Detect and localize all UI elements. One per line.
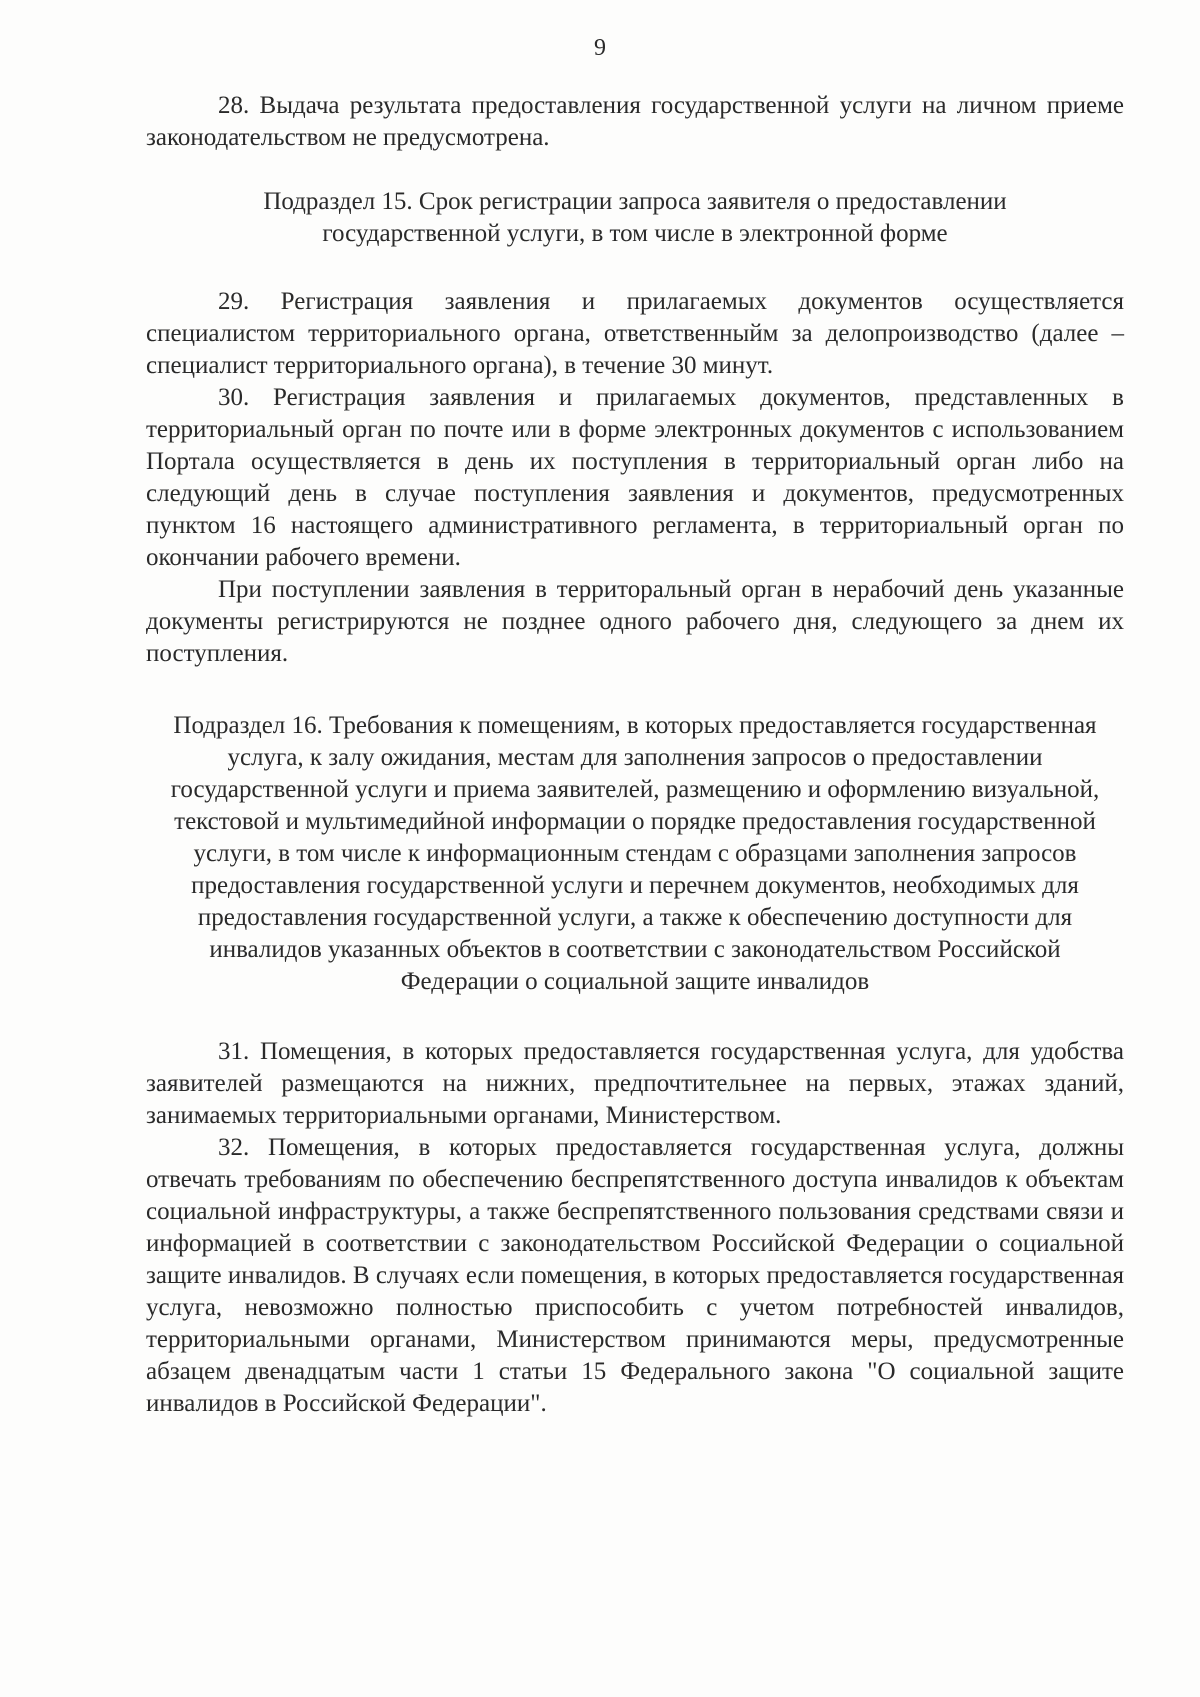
paragraph-32: 32. Помещения, в которых предоставляется государственная услуга, должны отвечать требованиям по обеспечению беспрепятственного доступа инвалидов к объектам социальной инфраструктуры, а также беспрепятственного пользования средствами связи и информацией в соответствии с законодательством Российской Федерации о социальной защите инвалидов. В случаях если помещения, в которых предоставляется государственная услуга, невозможно полностью приспособить с учетом потребностей инвалидов, территориальными органами, Министерством принимаются меры, предусмотренные абзацем двенадцатым части 1 статьи 15 Федерального закона "О социальной защите инвалидов в Российской Федерации". — [146, 1134, 1124, 1417]
page-number: 9 — [594, 35, 606, 61]
paragraph-30: 30. Регистрация заявления и прилагаемых документов, представленных в территориальный орган по почте или в форме электронных документов с использованием Портала осуществляется в день их поступления в территориальный орган либо на следующий день в случае поступления заявления и документов, предусмотренных пунктом 16 настоящего административного регламента, в территориальный орган по окончании рабочего времени. — [146, 384, 1124, 571]
paragraph-28: 28. Выдача результата предоставления государственной услуги на личном приеме законодательством не предусмотрена. — [146, 92, 1124, 151]
paragraph-31: 31. Помещения, в которых предоставляется государственная услуга, для удобства заявителей размещаются на нижних, предпочтительнее на первых, этажах зданий, занимаемых территориальными органами, Министерством. — [146, 1038, 1124, 1129]
subsection-15-heading: Подраздел 15. Срок регистрации запроса заявителя о предоставлении государственной услуги, в том числе в электронной форме — [263, 188, 1007, 247]
paragraph-29: 29. Регистрация заявления и прилагаемых документов осуществляется специалистом территориального органа, ответственныйм за делопроизводство (далее – специалист территориального органа), в течение 30 минут. — [146, 288, 1124, 379]
paragraph-30-continuation: При поступлении заявления в территоральный орган в нерабочий день указанные документы регистрируются не позднее одного рабочего дня, следующего за днем их поступления. — [146, 576, 1124, 667]
subsection-16-heading: Подраздел 16. Требования к помещениям, в которых предоставляется государственная услуга, к залу ожидания, местам для заполнения запросов о предоставлении государственной услуги и приема заявителей, размещению и оформлению визуальной, текстовой и мультимедийной информации о порядке предоставления государственной услуги, в том числе к информационным стендам с образцами заполнения запросов предоставления государственной услуги и перечнем документов, необходимых для предоставления государственной услуги, а также к обеспечению доступности для инвалидов указанных объектов в соответствии с законодательством Российской Федерации о социальной защите инвалидов — [170, 712, 1100, 995]
document-body — [146, 90, 1124, 1420]
